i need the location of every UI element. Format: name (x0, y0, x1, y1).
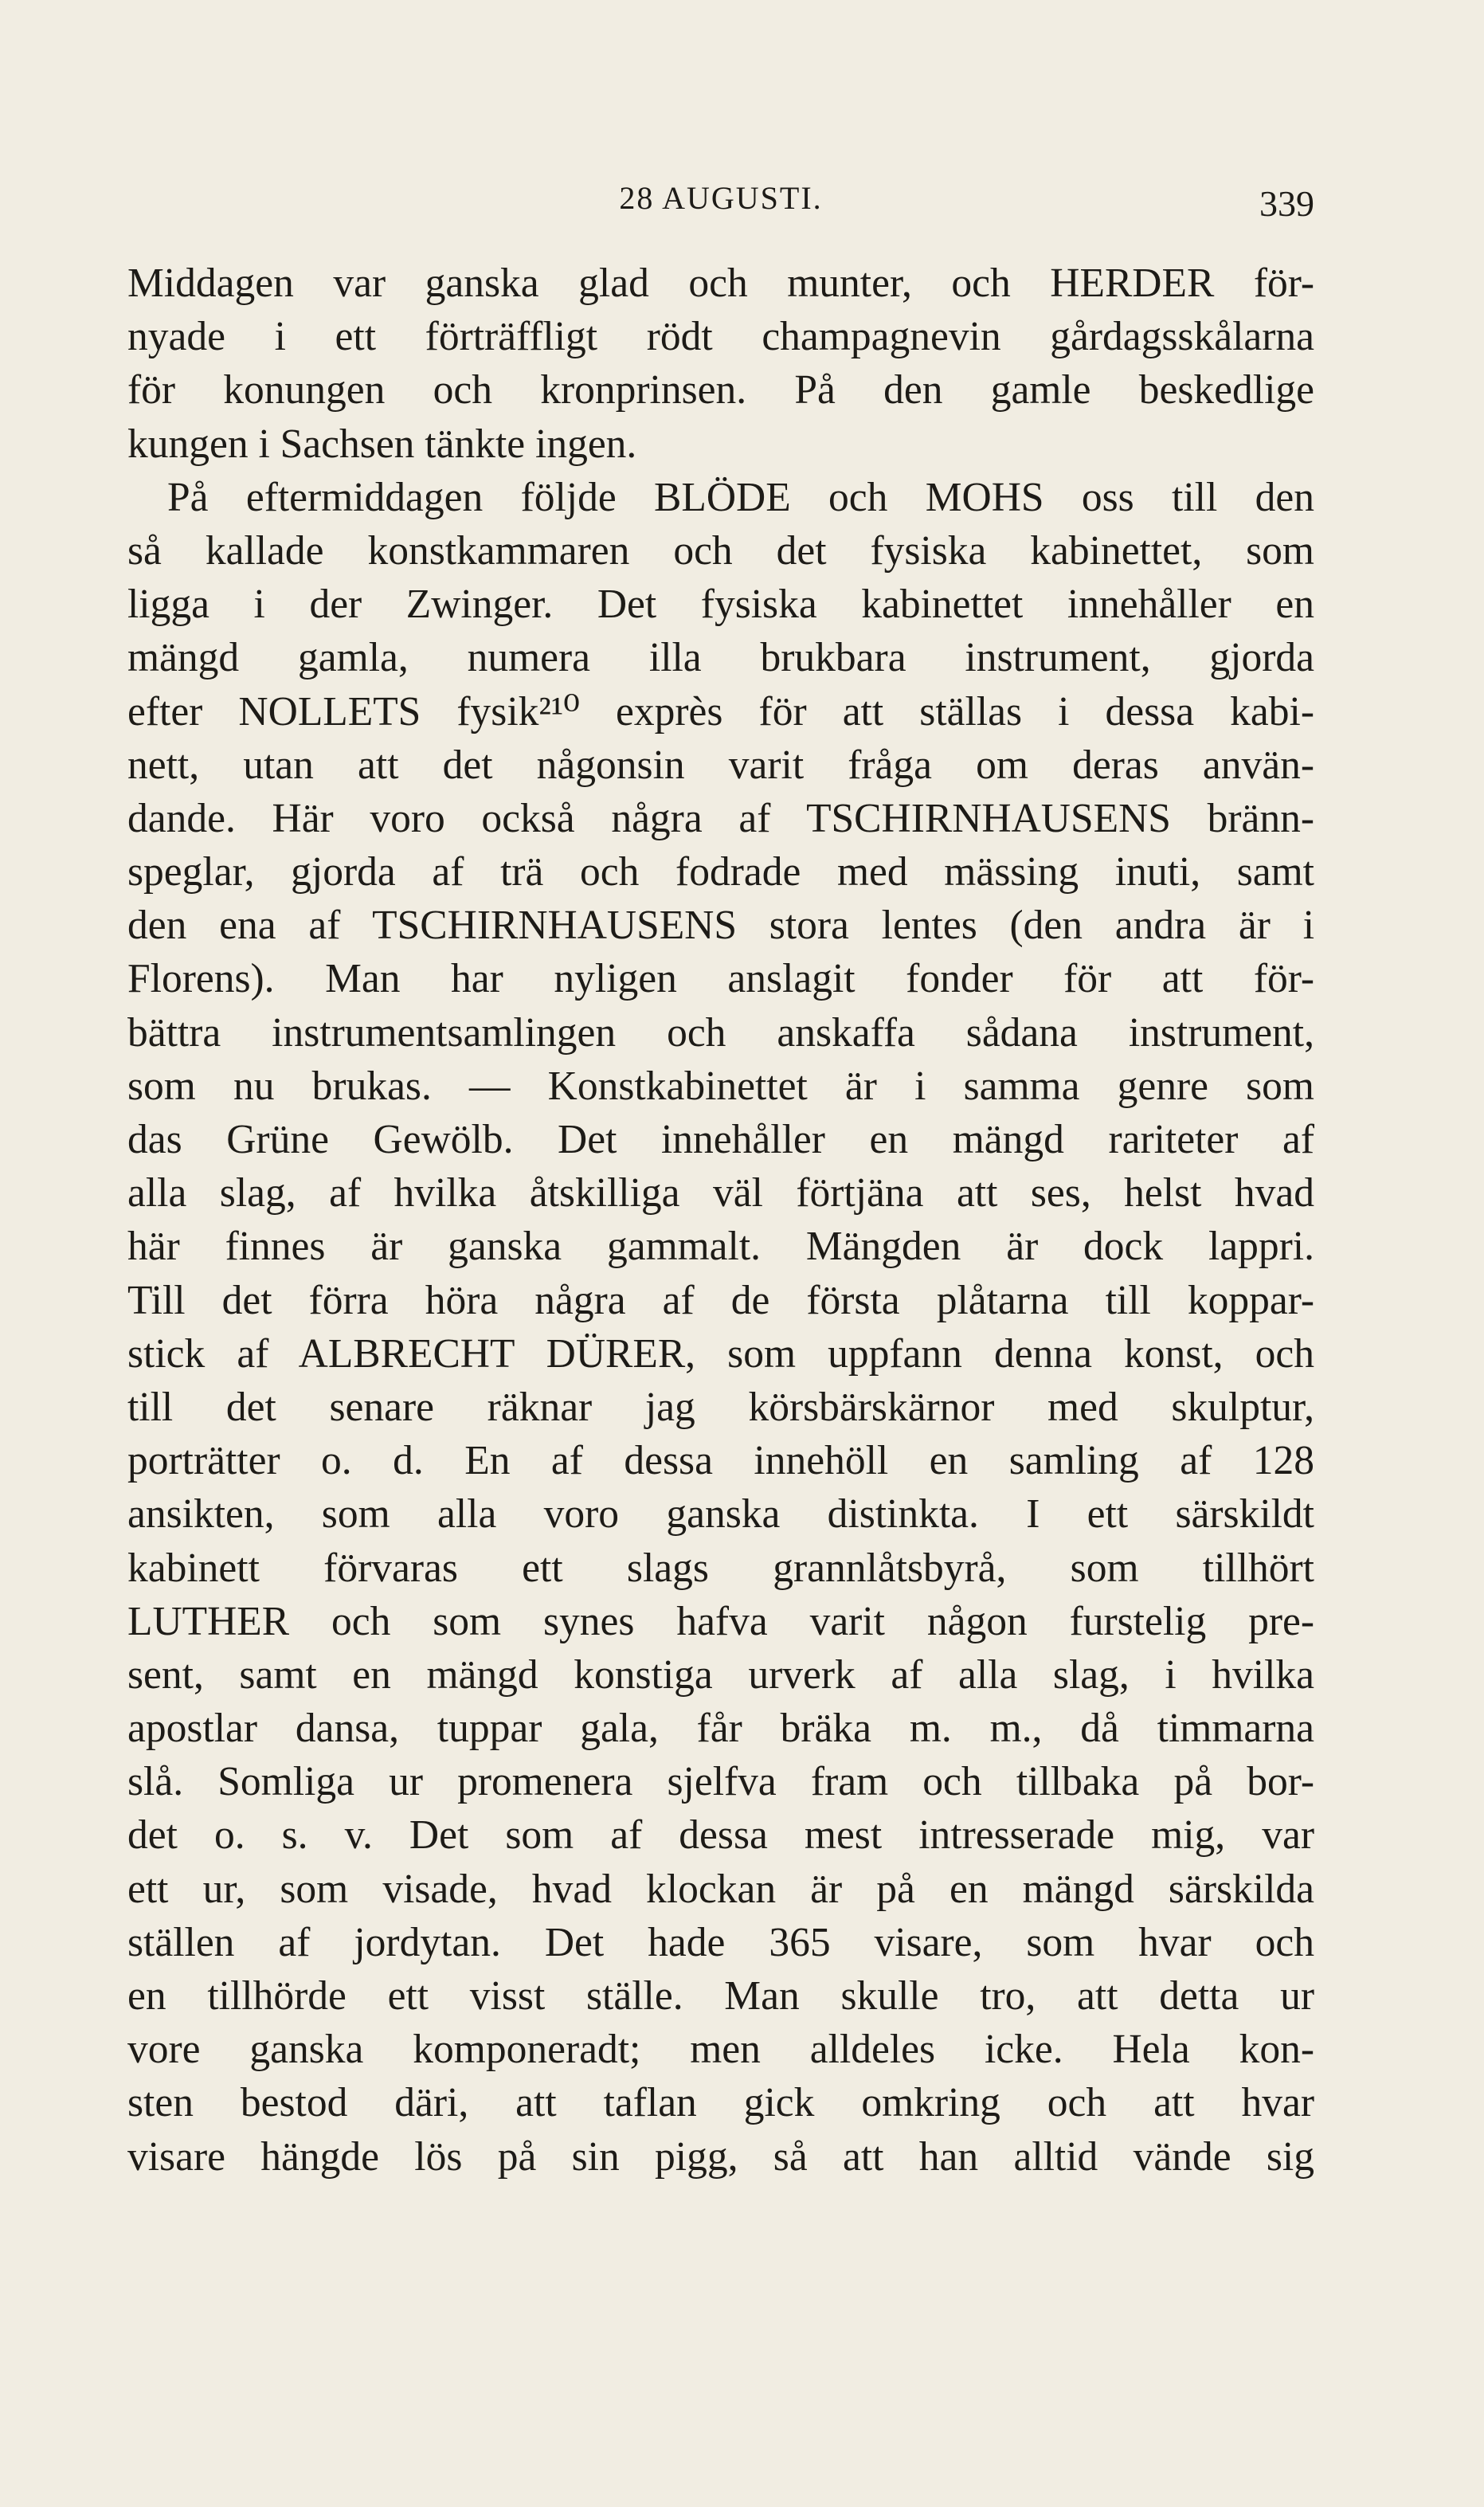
text-line: kabinett förvaras ett slags grannlåtsbyrå, som tillhört (127, 1545, 1314, 1591)
text-line: På eftermiddagen följde BLÖDE och MOHS oss till den (167, 474, 1314, 520)
page-number: 339 (1259, 183, 1314, 224)
text-line: ligga i der Zwinger. Det fysiska kabinettet innehåller en (127, 582, 1314, 628)
text-line: kungen i Sachsen tänkte ingen. (127, 421, 637, 467)
text-line: dande. Här voro också några af TSCHIRNHAUSENS bränn- (127, 795, 1314, 841)
text-line: nyade i ett förträffligt rödt champagnevin gårdagsskålarna (127, 314, 1314, 360)
text-line: mängd gamla, numera illa brukbara instrument, gjorda (127, 635, 1314, 681)
text-line: ansikten, som alla voro ganska distinkta. I ett särskildt (127, 1491, 1314, 1537)
text-line: ställen af jordytan. Det hade 365 visare, som hvar och (127, 1919, 1314, 1965)
text-line: LUTHER och som synes hafva varit någon furstelig pre- (127, 1598, 1314, 1644)
text-line: det o. s. v. Det som af dessa mest intresserade mig, var (127, 1812, 1314, 1859)
text-line: alla slag, af hvilka åtskilliga väl förtjäna att ses, helst hvad (127, 1170, 1314, 1216)
text-line: den ena af TSCHIRNHAUSENS stora lentes (den andra är i (127, 903, 1314, 949)
text-line: så kallade konstkammaren och det fysiska kabinettet, som (127, 527, 1314, 574)
text-line: Florens). Man har nyligen anslagit fonder för att för- (127, 956, 1314, 1002)
chapter-date-title: 28 AUGUSTI. (619, 180, 823, 216)
text-line: här finnes är ganska gammalt. Mängden är dock lappri. (127, 1224, 1314, 1270)
text-line: stick af ALBRECHT DÜRER, som uppfann denna konst, och (127, 1330, 1314, 1377)
text-line: vore ganska komponeradt; men alldeles icke. Hela kon- (127, 2027, 1314, 2073)
text-line: som nu brukas. — Konstkabinettet är i samma genre som (127, 1063, 1314, 1109)
text-line: till det senare räknar jag körsbärskärnor med skulptur, (127, 1384, 1314, 1430)
text-line: en tillhörde ett visst ställe. Man skulle tro, att detta ur (127, 1973, 1314, 2019)
text-line: nett, utan att det någonsin varit fråga om deras använ- (127, 742, 1314, 788)
text-line: speglar, gjorda af trä och fodrade med mässing inuti, samt (127, 849, 1314, 895)
text-line: ett ur, som visade, hvad klockan är på en mängd särskilda (127, 1866, 1314, 1912)
text-line: visare hängde lös på sin pigg, så att han alltid vände sig (127, 2133, 1314, 2180)
text-line: porträtter o. d. En af dessa innehöll en samling af 128 (127, 1438, 1314, 1484)
text-line: slå. Somliga ur promenera sjelfva fram och tillbaka på bor- (127, 1759, 1314, 1805)
text-line: Middagen var ganska glad och munter, och HERDER för- (127, 260, 1314, 306)
text-line: för konungen och kronprinsen. På den gamle beskedlige (127, 367, 1314, 413)
text-line: sent, samt en mängd konstiga urverk af alla slag, i hvilka (127, 1651, 1314, 1698)
text-line: sten bestod däri, att taflan gick omkring och att hvar (127, 2080, 1314, 2126)
running-head (127, 171, 1314, 243)
text-line: das Grüne Gewölb. Det innehåller en mängd rariteter af (127, 1117, 1314, 1162)
text-line: bättra instrumentsamlingen och anskaffa sådana instrument, (127, 1009, 1314, 1056)
text-line: Till det förra höra några af de första plåtarna till koppar- (127, 1277, 1314, 1323)
body-text (127, 257, 1314, 2184)
text-line: efter NOLLETS fysik²¹⁰ exprès för att ställas i dessa kabi- (127, 688, 1314, 734)
text-line: apostlar dansa, tuppar gala, får bräka m. m., då timmarna (127, 1706, 1314, 1752)
